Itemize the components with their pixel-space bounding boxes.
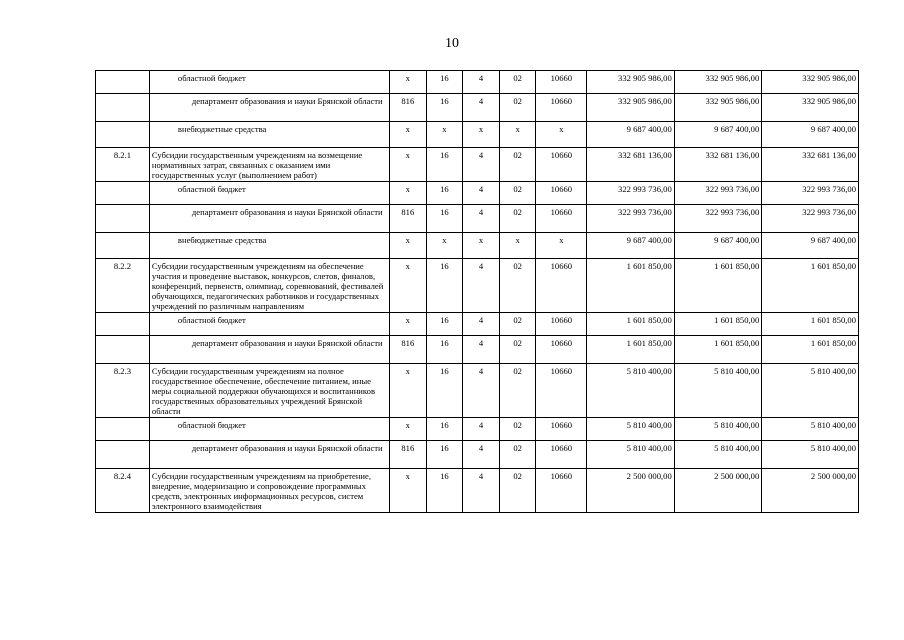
- amount-cell-1: 9 687 400,00: [587, 122, 674, 148]
- amount-cell-1: 1 601 850,00: [587, 313, 674, 336]
- code-cell-4: 02: [499, 336, 536, 364]
- amount-cell-2: 1 601 850,00: [674, 259, 761, 313]
- code-cell-4: 02: [499, 441, 536, 469]
- amount-cell-3: 5 810 400,00: [762, 364, 859, 418]
- amount-cell-1: 332 681 136,00: [587, 148, 674, 182]
- code-cell-5: 10660: [536, 313, 587, 336]
- row-number-cell: 8.2.3: [96, 364, 150, 418]
- row-description-cell: [149, 336, 389, 364]
- code-cell-5: 10660: [536, 182, 587, 205]
- code-cell-1: 816: [389, 205, 426, 233]
- code-cell-2: 16: [426, 469, 463, 513]
- amount-cell-3: 332 905 986,00: [762, 94, 859, 122]
- row-number-cell: [96, 205, 150, 233]
- code-cell-4: 02: [499, 364, 536, 418]
- code-cell-2: 16: [426, 205, 463, 233]
- table-row: [96, 364, 859, 418]
- row-description-cell: [149, 313, 389, 336]
- amount-cell-1: 332 905 986,00: [587, 94, 674, 122]
- row-number-cell: [96, 71, 150, 94]
- code-cell-2: х: [426, 122, 463, 148]
- code-cell-1: х: [389, 71, 426, 94]
- row-number-cell: [96, 122, 150, 148]
- table-row: [96, 233, 859, 259]
- amount-cell-3: 322 993 736,00: [762, 205, 859, 233]
- amount-cell-3: 9 687 400,00: [762, 233, 859, 259]
- table-row: [96, 469, 859, 513]
- code-cell-3: 4: [463, 182, 500, 205]
- code-cell-1: х: [389, 148, 426, 182]
- row-description-text: департамент образования и науки Брянской области: [191, 338, 383, 348]
- amount-cell-3: 9 687 400,00: [762, 122, 859, 148]
- code-cell-5: 10660: [536, 441, 587, 469]
- code-cell-4: 02: [499, 148, 536, 182]
- amount-cell-2: 5 810 400,00: [674, 418, 761, 441]
- amount-cell-3: 1 601 850,00: [762, 336, 859, 364]
- row-description-cell: Субсидии государственным учреждениям на полное государственное обеспечение, обеспечение питанием, иные меры социальной поддержки обучающихся и воспитанников государственных образовательных учреждений Брянской области: [149, 364, 389, 418]
- row-number-cell: [96, 94, 150, 122]
- code-cell-3: 4: [463, 313, 500, 336]
- amount-cell-1: 5 810 400,00: [587, 364, 674, 418]
- code-cell-2: 16: [426, 148, 463, 182]
- row-description-text: областной бюджет: [177, 315, 246, 325]
- code-cell-2: 16: [426, 418, 463, 441]
- code-cell-4: 02: [499, 94, 536, 122]
- code-cell-2: 16: [426, 182, 463, 205]
- table-row: [96, 418, 859, 441]
- code-cell-1: 816: [389, 94, 426, 122]
- table-row: [96, 259, 859, 313]
- table-row: [96, 336, 859, 364]
- code-cell-3: 4: [463, 469, 500, 513]
- code-cell-1: х: [389, 418, 426, 441]
- code-cell-1: 816: [389, 336, 426, 364]
- code-cell-3: х: [463, 122, 500, 148]
- code-cell-5: 10660: [536, 418, 587, 441]
- code-cell-3: 4: [463, 71, 500, 94]
- amount-cell-2: 322 993 736,00: [674, 182, 761, 205]
- amount-cell-1: 9 687 400,00: [587, 233, 674, 259]
- code-cell-1: х: [389, 182, 426, 205]
- code-cell-1: х: [389, 313, 426, 336]
- row-description-text: областной бюджет: [177, 73, 246, 83]
- amount-cell-2: 5 810 400,00: [674, 441, 761, 469]
- row-description-cell: [149, 441, 389, 469]
- row-description-text: департамент образования и науки Брянской области: [191, 207, 383, 217]
- row-description-cell: [149, 71, 389, 94]
- code-cell-4: 02: [499, 259, 536, 313]
- code-cell-1: х: [389, 233, 426, 259]
- code-cell-3: х: [463, 233, 500, 259]
- row-description-cell: [149, 122, 389, 148]
- table-row: [96, 94, 859, 122]
- code-cell-1: 816: [389, 441, 426, 469]
- row-description-cell: Субсидии государственным учреждениям на приобретение, внедрение, модернизацию и сопровождение программных средств, электронных информационных ресурсов, систем электронного взаимодействия: [149, 469, 389, 513]
- code-cell-3: 4: [463, 205, 500, 233]
- row-description-cell: [149, 205, 389, 233]
- amount-cell-1: 5 810 400,00: [587, 418, 674, 441]
- row-description-cell: [149, 418, 389, 441]
- row-description-cell: Субсидии государственным учреждениям на обеспечение участия и проведение выставок, конкурсов, слетов, финалов, конференций, первенств, олимпиад, соревнований, фестивалей обучающихся, педагогических работников и государственных учреждений по различным направлениям: [149, 259, 389, 313]
- amount-cell-1: 1 601 850,00: [587, 336, 674, 364]
- table-row: [96, 205, 859, 233]
- row-description-text: областной бюджет: [177, 184, 246, 194]
- code-cell-4: 02: [499, 469, 536, 513]
- row-number-cell: [96, 418, 150, 441]
- code-cell-1: х: [389, 259, 426, 313]
- code-cell-5: 10660: [536, 259, 587, 313]
- code-cell-5: 10660: [536, 364, 587, 418]
- code-cell-1: х: [389, 364, 426, 418]
- row-description-text: департамент образования и науки Брянской области: [191, 443, 383, 453]
- row-description-cell: [149, 182, 389, 205]
- amount-cell-1: 322 993 736,00: [587, 205, 674, 233]
- row-number-cell: 8.2.4: [96, 469, 150, 513]
- code-cell-4: 02: [499, 71, 536, 94]
- amount-cell-2: 322 993 736,00: [674, 205, 761, 233]
- code-cell-1: х: [389, 469, 426, 513]
- code-cell-5: 10660: [536, 336, 587, 364]
- row-description-cell: [149, 233, 389, 259]
- row-number-cell: 8.2.2: [96, 259, 150, 313]
- amount-cell-2: 332 905 986,00: [674, 94, 761, 122]
- row-description-text: департамент образования и науки Брянской области: [191, 96, 383, 106]
- code-cell-3: 4: [463, 418, 500, 441]
- code-cell-5: х: [536, 233, 587, 259]
- table-body: [96, 71, 859, 513]
- row-number-cell: [96, 182, 150, 205]
- amount-cell-2: 332 905 986,00: [674, 71, 761, 94]
- amount-cell-3: 5 810 400,00: [762, 441, 859, 469]
- code-cell-2: 16: [426, 71, 463, 94]
- table-row: [96, 441, 859, 469]
- amount-cell-3: 1 601 850,00: [762, 313, 859, 336]
- amount-cell-3: 332 905 986,00: [762, 71, 859, 94]
- code-cell-2: 16: [426, 313, 463, 336]
- code-cell-3: 4: [463, 336, 500, 364]
- row-number-cell: [96, 233, 150, 259]
- amount-cell-1: 2 500 000,00: [587, 469, 674, 513]
- code-cell-4: 02: [499, 205, 536, 233]
- code-cell-4: х: [499, 233, 536, 259]
- budget-table: [95, 70, 859, 513]
- amount-cell-2: 1 601 850,00: [674, 336, 761, 364]
- table-row: [96, 313, 859, 336]
- row-description-text: внебюджетные средства: [177, 235, 267, 245]
- table-row: [96, 182, 859, 205]
- amount-cell-2: 2 500 000,00: [674, 469, 761, 513]
- amount-cell-3: 322 993 736,00: [762, 182, 859, 205]
- row-description-cell: Субсидии государственным учреждениям на возмещение нормативных затрат, связанных с оказанием ими государственных услуг (выполнением работ): [149, 148, 389, 182]
- amount-cell-2: 332 681 136,00: [674, 148, 761, 182]
- amount-cell-2: 9 687 400,00: [674, 233, 761, 259]
- table-row: [96, 148, 859, 182]
- amount-cell-1: 1 601 850,00: [587, 259, 674, 313]
- row-number-cell: [96, 313, 150, 336]
- code-cell-4: 02: [499, 182, 536, 205]
- amount-cell-3: 2 500 000,00: [762, 469, 859, 513]
- row-description-cell: [149, 94, 389, 122]
- code-cell-3: 4: [463, 148, 500, 182]
- code-cell-2: 16: [426, 441, 463, 469]
- code-cell-1: х: [389, 122, 426, 148]
- code-cell-2: 16: [426, 336, 463, 364]
- row-description-text: областной бюджет: [177, 420, 246, 430]
- code-cell-5: 10660: [536, 205, 587, 233]
- code-cell-3: 4: [463, 364, 500, 418]
- code-cell-5: 10660: [536, 71, 587, 94]
- amount-cell-2: 1 601 850,00: [674, 313, 761, 336]
- code-cell-2: 16: [426, 259, 463, 313]
- row-number-cell: [96, 336, 150, 364]
- code-cell-4: 02: [499, 418, 536, 441]
- code-cell-3: 4: [463, 259, 500, 313]
- amount-cell-3: 332 681 136,00: [762, 148, 859, 182]
- amount-cell-2: 5 810 400,00: [674, 364, 761, 418]
- amount-cell-1: 322 993 736,00: [587, 182, 674, 205]
- amount-cell-3: 1 601 850,00: [762, 259, 859, 313]
- code-cell-5: 10660: [536, 94, 587, 122]
- row-number-cell: 8.2.1: [96, 148, 150, 182]
- code-cell-3: 4: [463, 441, 500, 469]
- code-cell-5: 10660: [536, 469, 587, 513]
- amount-cell-1: 332 905 986,00: [587, 71, 674, 94]
- code-cell-5: 10660: [536, 148, 587, 182]
- page-number: 10: [445, 36, 459, 51]
- code-cell-2: х: [426, 233, 463, 259]
- code-cell-2: 16: [426, 364, 463, 418]
- row-description-text: внебюджетные средства: [177, 124, 267, 134]
- code-cell-4: 02: [499, 313, 536, 336]
- code-cell-3: 4: [463, 94, 500, 122]
- code-cell-2: 16: [426, 94, 463, 122]
- table-row: [96, 71, 859, 94]
- table-row: [96, 122, 859, 148]
- amount-cell-2: 9 687 400,00: [674, 122, 761, 148]
- row-number-cell: [96, 441, 150, 469]
- code-cell-4: х: [499, 122, 536, 148]
- amount-cell-3: 5 810 400,00: [762, 418, 859, 441]
- code-cell-5: х: [536, 122, 587, 148]
- amount-cell-1: 5 810 400,00: [587, 441, 674, 469]
